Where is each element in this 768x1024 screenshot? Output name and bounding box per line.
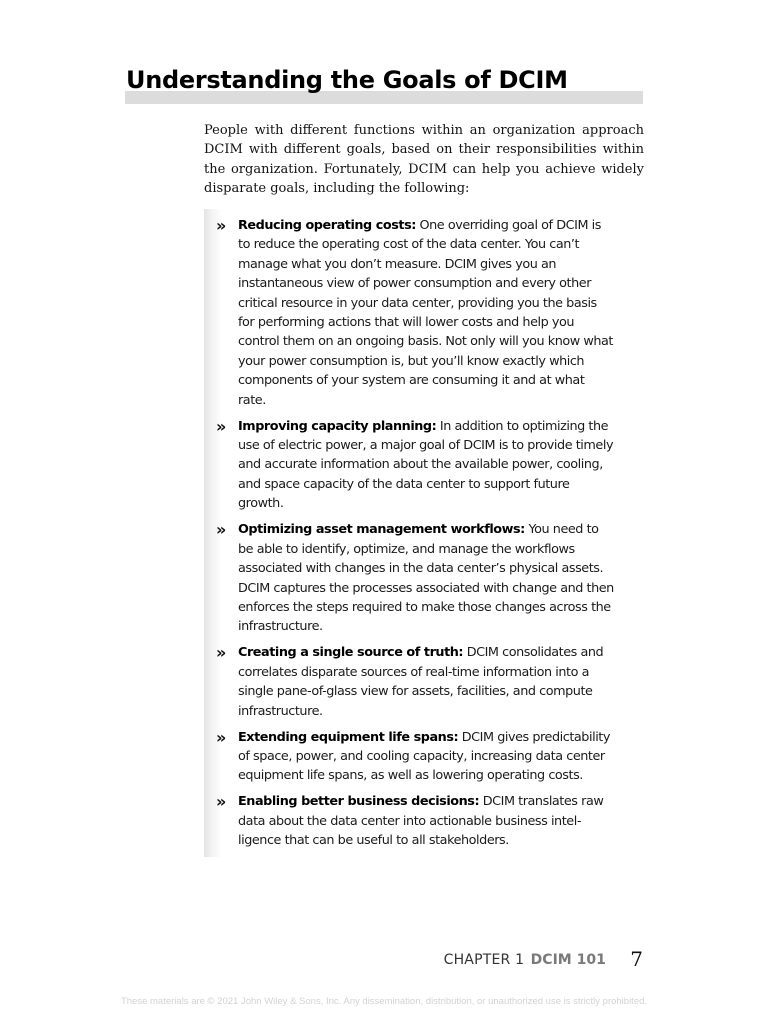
goal-text: DCIM translates raw data about the data center into actionable business intel-ligence that can be useful to all stakeholders. xyxy=(238,794,604,849)
goal-item-reducing-costs xyxy=(216,216,614,410)
goal-lead: Improving capacity planning: xyxy=(238,418,437,434)
goal-item-single-source xyxy=(216,643,614,721)
goal-item-business-decisions xyxy=(216,792,614,850)
double-chevron-icon: » xyxy=(216,520,226,540)
goal-item-capacity-planning xyxy=(216,417,614,514)
goal-lead: Reducing operating costs: xyxy=(238,218,416,233)
section-heading: Understanding the Goals of DCIM xyxy=(126,66,568,94)
goal-lead: Extending equipment life spans: xyxy=(238,729,459,745)
goals-list xyxy=(216,216,614,857)
page-footer xyxy=(444,947,643,972)
chapter-label: CHAPTER 1 xyxy=(443,952,525,968)
goal-lead: Creating a single source of truth: xyxy=(238,645,464,661)
double-chevron-icon: » xyxy=(216,727,226,747)
goals-panel xyxy=(204,209,616,857)
chapter-title: DCIM 101 xyxy=(530,952,606,968)
double-chevron-icon: » xyxy=(216,416,226,436)
goal-text: You need to be able to identify, optimize, and manage the workflows associated with changes in the data center’s physical assets. DCIM captures the processes associated with change and then enforces the steps required to make those changes across the infrastructure. xyxy=(238,522,614,635)
goal-text: DCIM gives predictability of space, power, and cooling capacity, increasing data center equipment life spans, as well as lowering operating costs. xyxy=(238,729,610,784)
page-number: 7 xyxy=(630,947,643,971)
goal-text: DCIM consolidates and correlates disparate sources of real-time information into a single pane-of-glass view for assets, facilities, and compute infrastructure. xyxy=(238,645,604,719)
goal-item-life-spans xyxy=(216,728,614,786)
double-chevron-icon: » xyxy=(216,216,226,235)
intro-paragraph: People with different functions within an organization approach DCIM with different goals, based on their responsibilities within the organization. Fortunately, DCIM can help you achieve widely disparate goals, including the following: xyxy=(204,123,644,196)
goal-item-asset-workflows xyxy=(216,520,614,636)
double-chevron-icon: » xyxy=(216,792,226,812)
goal-lead: Enabling better business decisions: xyxy=(238,794,480,810)
goal-text: One overriding goal of DCIM is to reduce the operating cost of the data center. You can’t manage what you don’t measure. DCIM gives you an instantaneous view of power consumption and every other critical resource in your data center, providing you the basis for performing actions that will lower costs and help you control them on an ongoing basis. Not only will you know what your power consumption is, but you’ll know exactly which components of your system are consuming it and at what rate. xyxy=(238,218,614,408)
goal-text: In addition to optimizing the use of electric power, a major goal of DCIM is to provide timely and accurate information about the available power, cooling, and space capacity of the data center to support future growth. xyxy=(238,418,614,512)
double-chevron-icon: » xyxy=(216,643,226,663)
goal-lead: Optimizing asset management workflows: xyxy=(238,522,525,538)
copyright-notice: These materials are © 2021 John Wiley & Sons, Inc. Any dissemination, distribution, or unauthorized use is strictly prohibited. xyxy=(120,996,648,1007)
section-heading-block xyxy=(125,62,643,104)
